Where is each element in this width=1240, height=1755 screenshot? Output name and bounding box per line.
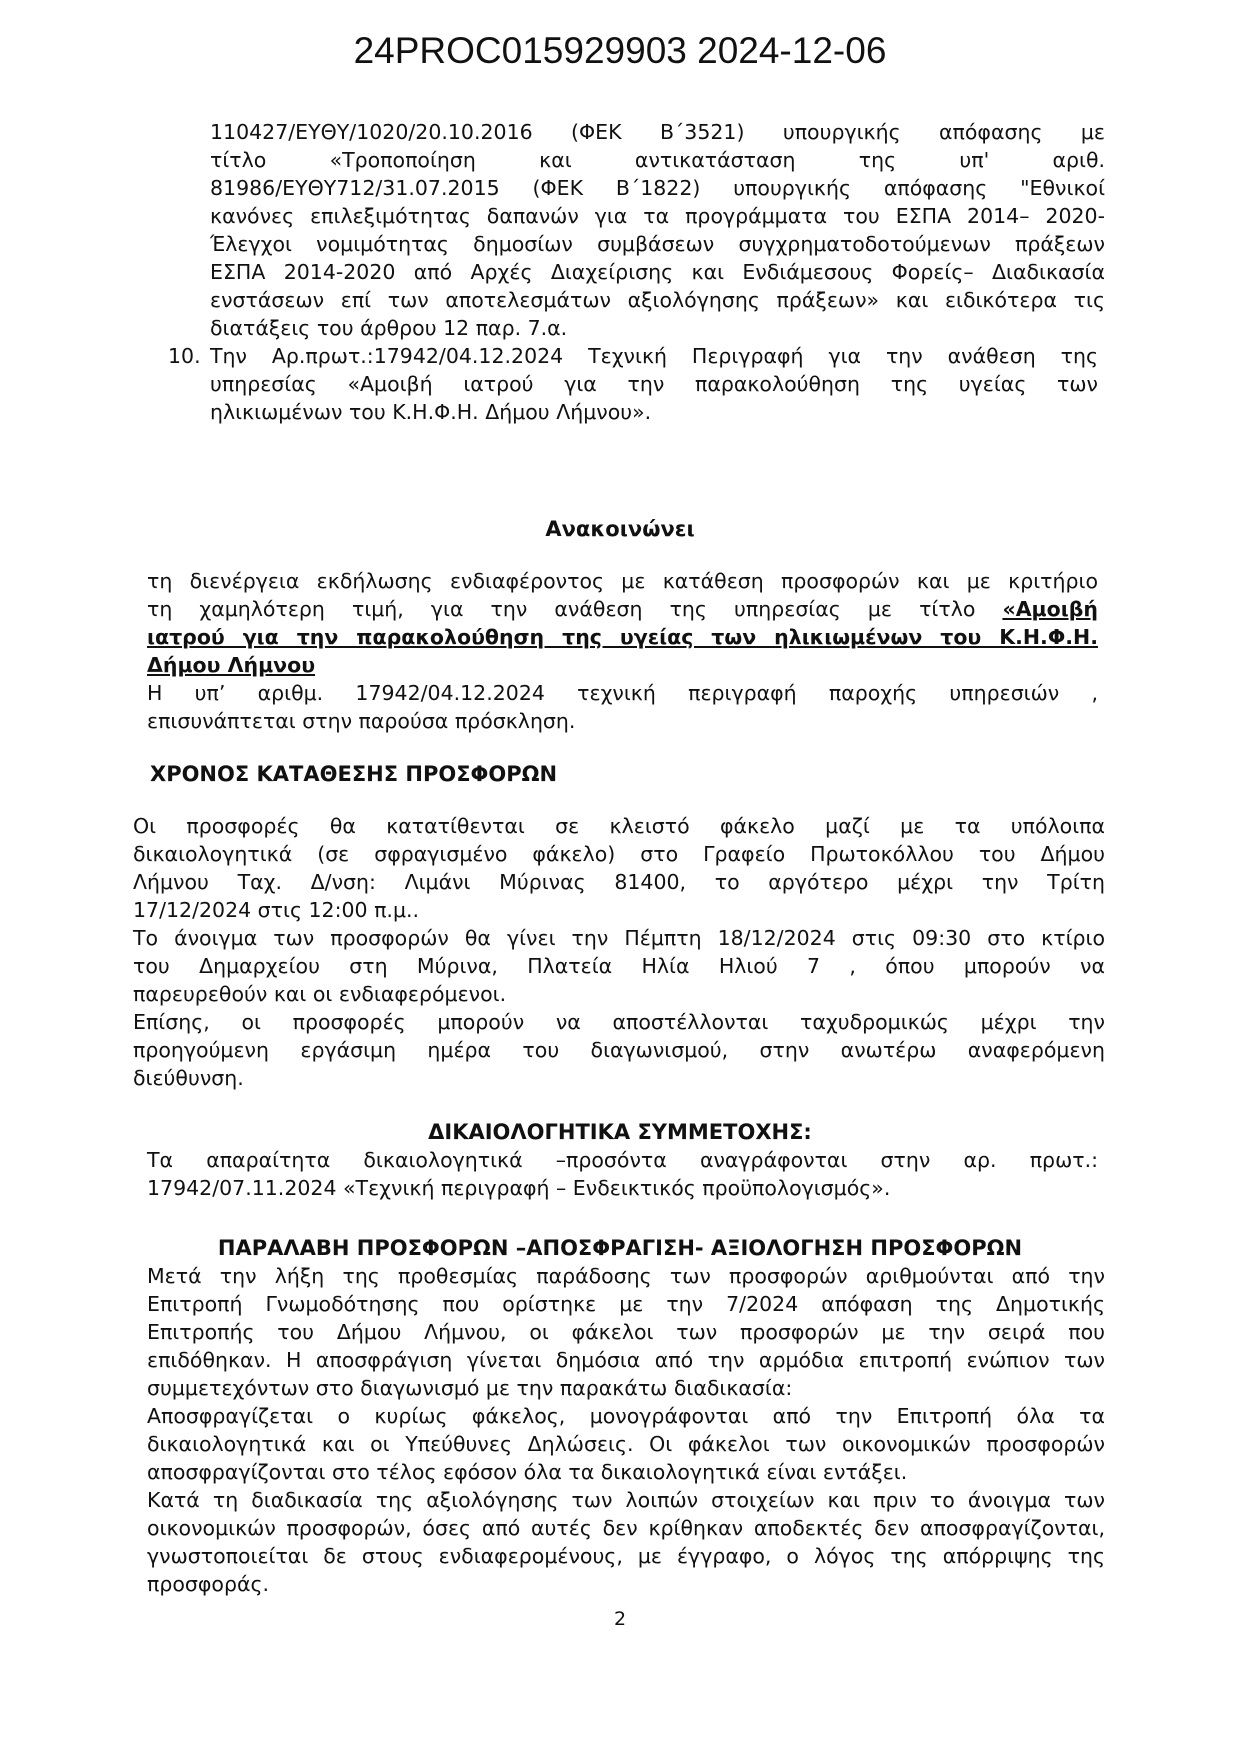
- text-line: Το άνοιγμα των προσφορών θα γίνει την Πέμπτη 18/12/2024 στις 09:30 στο κτίριο: [133, 926, 1105, 950]
- text-line: διεύθυνση.: [133, 1066, 244, 1090]
- text-line: Οι προσφορές θα κατατίθενται σε κλειστό φάκελο μαζί με τα υπόλοιπα: [133, 814, 1105, 838]
- deadline-text: [133, 812, 1105, 1092]
- text-fragment: τη χαμηλότερη τιμή, για την ανάθεση της υπηρεσίας με τίτλο: [147, 597, 1003, 621]
- text-line: τη διενέργεια εκδήλωσης ενδιαφέροντος με κατάθεση προσφορών και με κριτήριο: [147, 569, 1098, 593]
- docs-text: [147, 1146, 1098, 1202]
- text-line: ΕΣΠΑ 2014-2020 από Αρχές Διαχείρισης και Ενδιάμεσους Φορείς– Διαδικασία: [210, 260, 1105, 284]
- text-line: ηλικιωμένων του Κ.Η.Φ.Η. Δήμου Λήμνου».: [210, 400, 652, 424]
- text-line: υπηρεσίας «Αμοιβή ιατρού για την παρακολούθηση της υγείας των: [210, 372, 1098, 396]
- receipt-heading: ΠΑΡΑΛΑΒΗ ΠΡΟΣΦΟΡΩΝ –ΑΠΟΣΦΡΑΓΙΣΗ- ΑΞΙΟΛΟΓΗΣΗ ΠΡΟΣΦΟΡΩΝ: [217, 1236, 1023, 1260]
- text-line: Η υπ’ αριθμ. 17942/04.12.2024 τεχνική περιγραφή παροχής υπηρεσιών ,: [147, 681, 1098, 705]
- text-line: Κατά τη διαδικασία της αξιολόγησης των λοιπών στοιχείων και πριν το άνοιγμα των: [147, 1488, 1105, 1512]
- text-line: διατάξεις του άρθρου 12 παρ. 7.α.: [210, 316, 568, 340]
- item-10: [168, 342, 1098, 426]
- announce-text: [147, 567, 1098, 735]
- text-line: Μετά την λήξη της προθεσμίας παράδοσης των προσφορών αριθμούνται από την: [147, 1264, 1105, 1288]
- text-line: τίτλο «Τροποποίηση και αντικατάσταση της υπ' αριθ.: [210, 148, 1105, 172]
- text-line: του Δημαρχείου στη Μύρινα, Πλατεία Ηλία Ηλιού 7 , όπου μπορούν να: [133, 954, 1105, 978]
- text-line: δικαιολογητικά και οι Υπεύθυνες Δηλώσεις. Οι φάκελοι των οικονομικών προσφορών: [147, 1432, 1105, 1456]
- text-line: Αποσφραγίζεται ο κυρίως φάκελος, μονογράφονται από την Επιτροπή όλα τα: [147, 1404, 1105, 1428]
- text-line: ενστάσεων επί των αποτελεσμάτων αξιολόγησης πράξεων» και ειδικότερα τις: [210, 288, 1105, 312]
- text-line: 17942/07.11.2024 «Τεχνική περιγραφή – Ενδεικτικός προϋπολογισμός».: [147, 1176, 891, 1200]
- docs-heading: ΔΙΚΑΙΟΛΟΓΗΤΙΚΑ ΣΥΜΜΕΤΟΧΗΣ:: [428, 1120, 812, 1144]
- announce-heading: Ανακοινώνει: [545, 517, 695, 541]
- page-number: 2: [613, 1608, 627, 1630]
- item-9-text: [210, 118, 1105, 342]
- receipt-text: [147, 1262, 1105, 1598]
- text-line: [147, 623, 1098, 651]
- text-line: Επιτροπή Γνωμοδότησης που ορίστηκε με την 7/2024 απόφαση της Δημοτικής: [147, 1292, 1105, 1316]
- service-title: «Αμοιβή: [1002, 597, 1098, 621]
- text-line: οικονομικών προσφορών, όσες από αυτές δεν κρίθηκαν αποδεκτές δεν αποσφραγίζονται,: [147, 1516, 1105, 1540]
- text-line: δικαιολογητικά (σε σφραγισμένο φάκελο) στο Γραφείο Πρωτοκόλλου του Δήμου: [133, 842, 1105, 866]
- text-line: επισυνάπτεται στην παρούσα πρόσκληση.: [147, 709, 576, 733]
- text-line: Την Αρ.πρωτ.:17942/04.12.2024 Τεχνική Περιγραφή για την ανάθεση της: [210, 344, 1098, 368]
- text-line: Λήμνου Ταχ. Δ/νση: Λιμάνι Μύρινας 81400, το αργότερο μέχρι την Τρίτη: [133, 870, 1105, 894]
- text-line: Επίσης, οι προσφορές μπορούν να αποστέλλονται ταχυδρομικώς μέχρι την: [133, 1010, 1105, 1034]
- deadline-heading: ΧΡΟΝΟΣ ΚΑΤΑΘΕΣΗΣ ΠΡΟΣΦΟΡΩΝ: [150, 762, 558, 786]
- text-line: 17/12/2024 στις 12:00 π.μ..: [133, 898, 420, 922]
- text-line: [147, 651, 1098, 679]
- text-line: προσφοράς.: [147, 1572, 270, 1596]
- text-line: Έλεγχοι νομιμότητας δημοσίων συμβάσεων συγχρηματοδοτούμενων πράξεων: [210, 232, 1105, 256]
- text-line: προηγούμενη εργάσιμη ημέρα του διαγωνισμού, στην ανωτέρω αναφερόμενη: [133, 1038, 1105, 1062]
- text-line: [147, 595, 1098, 623]
- service-title: ιατρού για την παρακολούθηση της υγείας των ηλικιωμένων του Κ.Η.Φ.Η.: [147, 625, 1098, 649]
- item-number: 10.: [168, 344, 201, 368]
- document-reference: 24PROC015929903 2024-12-06: [353, 30, 887, 71]
- text-line: 110427/ΕΥΘΥ/1020/20.10.2016 (ΦΕΚ Β΄3521) υπουργικής απόφασης με: [210, 120, 1105, 144]
- text-line: κανόνες επιλεξιμότητας δαπανών για τα προγράμματα του ΕΣΠΑ 2014– 2020-: [210, 204, 1105, 228]
- text-line: παρευρεθούν και οι ενδιαφερόμενοι.: [133, 982, 507, 1006]
- text-line: Τα απαραίτητα δικαιολογητικά –προσόντα αναγράφονται στην αρ. πρωτ.:: [147, 1148, 1098, 1172]
- service-title: Δήμου Λήμνου: [147, 653, 316, 677]
- text-line: Επιτροπής του Δήμου Λήμνου, οι φάκελοι των προσφορών με την σειρά που: [147, 1320, 1105, 1344]
- text-line: 81986/ΕΥΘΥ712/31.07.2015 (ΦΕΚ Β΄1822) υπουργικής απόφασης "Εθνικοί: [210, 176, 1105, 200]
- text-line: γνωστοποιείται δε στους ενδιαφερομένους, με έγγραφο, ο λόγος της απόρριψης της: [147, 1544, 1105, 1568]
- text-line: συμμετεχόντων στο διαγωνισμό με την παρακάτω διαδικασία:: [147, 1376, 793, 1400]
- text-line: αποσφραγίζονται στο τέλος εφόσον όλα τα δικαιολογητικά είναι εντάξει.: [147, 1460, 908, 1484]
- text-line: επιδόθηκαν. Η αποσφράγιση γίνεται δημόσια από την αρμόδια επιτροπή ενώπιον των: [147, 1348, 1105, 1372]
